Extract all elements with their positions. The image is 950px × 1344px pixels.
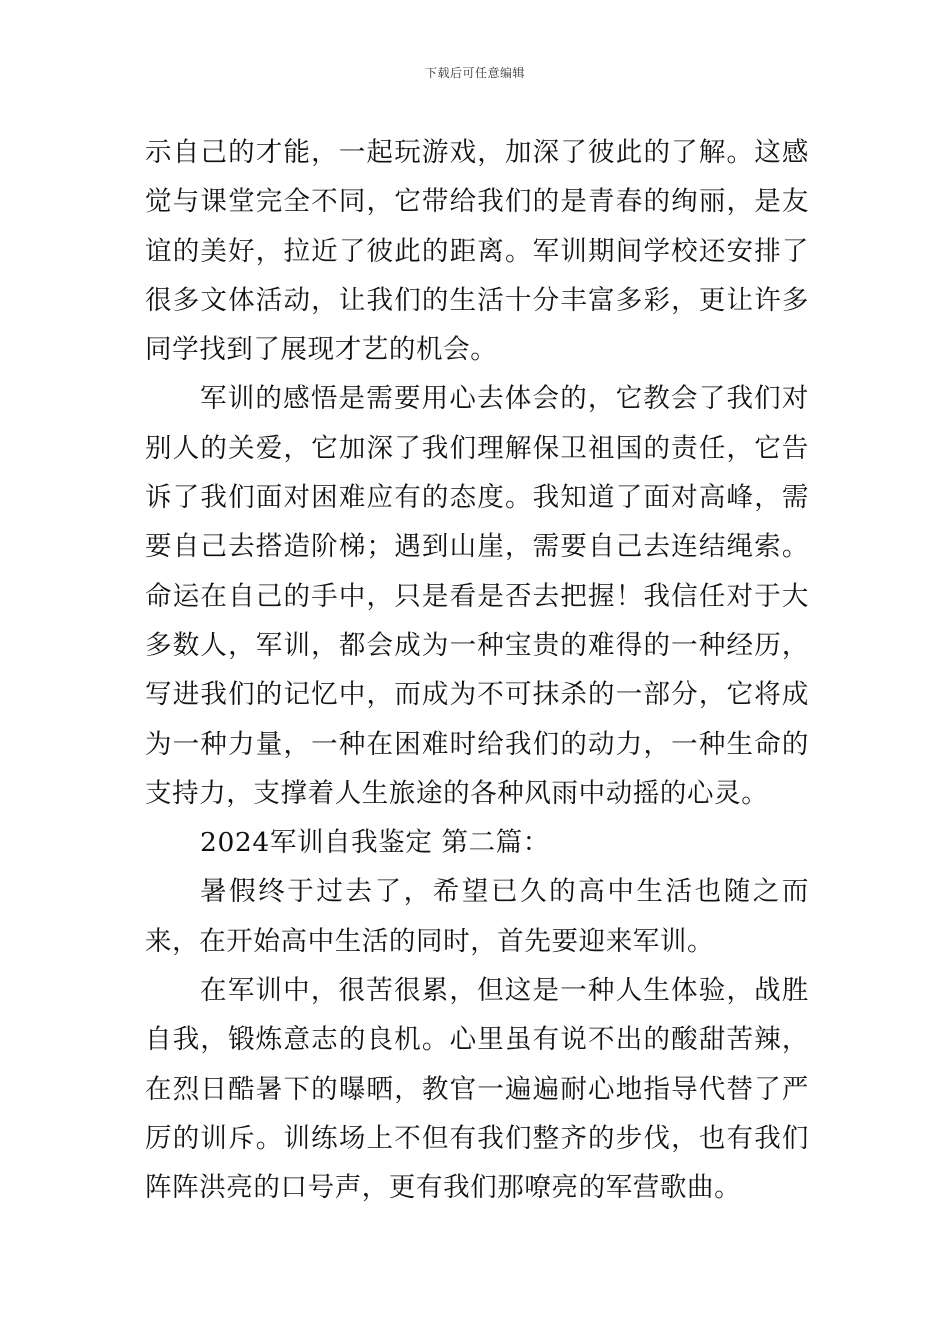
paragraph-intro: 暑假终于过去了，希望已久的高中生活也随之而来，在开始高中生活的同时，首先要迎来军训。: [145, 876, 809, 957]
paragraph-continuation: 示自己的才能，一起玩游戏，加深了彼此的了解。这感觉与课堂完全不同，它带给我们的是青春的绚丽，是友谊的美好，拉近了彼此的距离。军训期间学校还安排了很多文体活动，让我们的生活十分丰富多彩，更让许多同学找到了展现才艺的机会。: [145, 137, 809, 366]
paragraph-training: 在军训中，很苦很累，但这是一种人生体验，战胜自我，锻炼意志的良机。心里虽有说不出的酸甜苦辣，在烈日酷暑下的曝晒，教官一遍遍耐心地指导代替了严厉的训斥。训练场上不但有我们整齐的步伐，也有我们阵阵洪亮的口号声，更有我们那嘹亮的军营歌曲。: [145, 975, 809, 1204]
section-heading: 2024军训自我鉴定 第二篇：: [200, 827, 550, 859]
page-header: 下载后可任意编辑: [424, 66, 525, 80]
document-body: [145, 128, 809, 1213]
paragraph-reflection: 军训的感悟是需要用心去体会的，它教会了我们对别人的关爱，它加深了我们理解保卫祖国的责任，它告诉了我们面对困难应有的态度。我知道了面对高峰，需要自己去搭造阶梯；遇到山崖，需要自己去连结绳索。命运在自己的手中，只是看是否去把握！我信任对于大多数人，军训，都会成为一种宝贵的难得的一种经历，写进我们的记忆中，而成为不可抹杀的一部分，它将成为一种力量，一种在困难时给我们的动力，一种生命的支持力，支撑着人生旅途的各种风雨中动摇的心灵。: [145, 383, 809, 809]
